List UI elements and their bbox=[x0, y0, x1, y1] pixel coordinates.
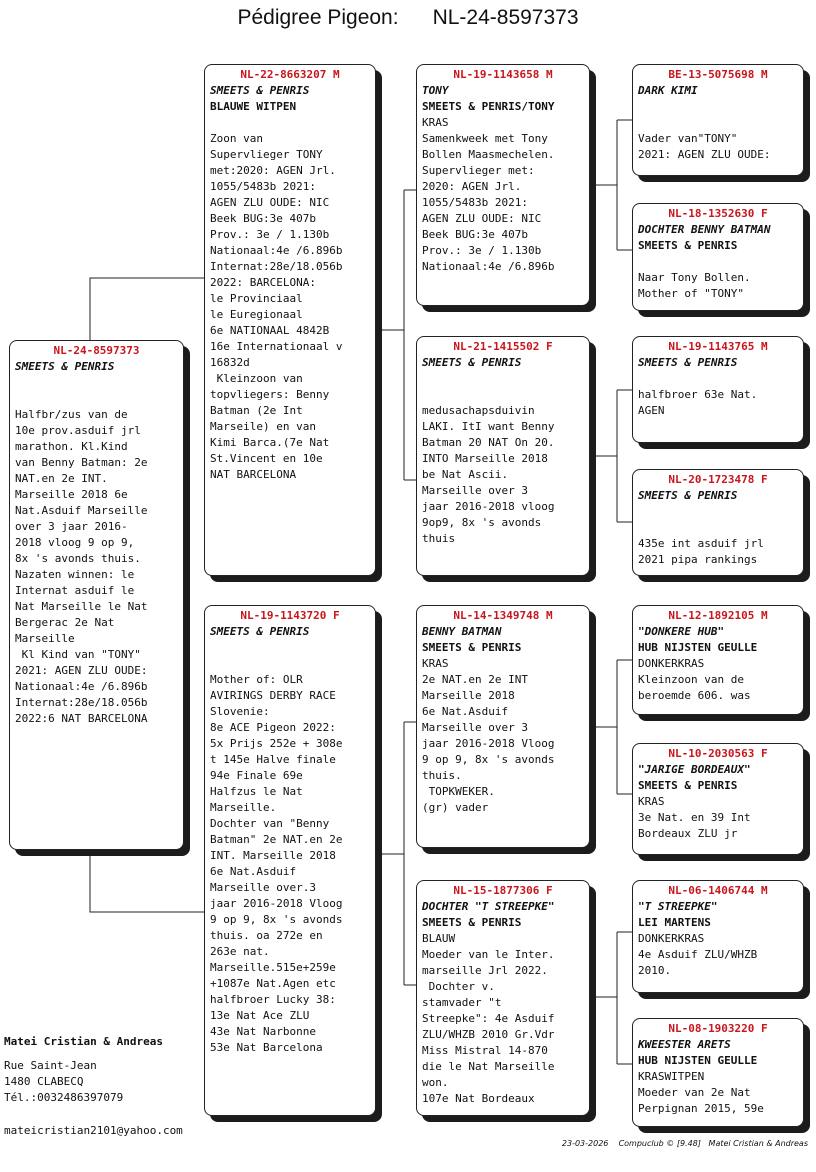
color-line: DONKERKRAS bbox=[638, 932, 705, 945]
ring-number: NL-10-2030563 F bbox=[668, 747, 768, 760]
pigeon-card-mfm bbox=[632, 743, 804, 855]
ring-number: NL-24-8597373 bbox=[53, 344, 140, 357]
pigeon-card-father bbox=[204, 64, 376, 576]
name-line: HUB NIJSTEN GEULLE bbox=[638, 1054, 758, 1067]
pigeon-card-fmm bbox=[632, 469, 804, 576]
name-line: SMEETS & PENRIS bbox=[422, 641, 522, 654]
pigeon-card-mf bbox=[416, 605, 590, 848]
ring-number: NL-19-1143765 M bbox=[668, 340, 768, 353]
pigeon-card-mm bbox=[416, 880, 590, 1116]
pigeon-card-fm bbox=[416, 336, 590, 576]
breeder-phone: Tél.:0032486397079 bbox=[4, 1091, 124, 1104]
ring-number: NL-12-1892105 M bbox=[668, 609, 768, 622]
name-line: SMEETS & PENRIS bbox=[638, 779, 738, 792]
owner-line: "JARIGE BORDEAUX" bbox=[638, 763, 751, 776]
owner-line: SMEETS & PENRIS bbox=[15, 360, 115, 373]
notes: Moeder van le Inter. marseille Jrl 2022. Dochter v. stamvader "t Streepke": 4e Asduif ZLU/WHZB 2010 Gr.Vdr Miss Mistral 14-870 die le Nat Marseille won. 107e Nat Bordeaux bbox=[422, 948, 555, 1105]
breeder-city: 1480 CLABECQ bbox=[4, 1075, 84, 1088]
notes: 2e NAT.en 2e INT Marseille 2018 6e Nat.Asduif Marseille over 3 jaar 2016-2018 Vloog 9 op 9, 8x 's avonds thuis. TOPKWEKER. (gr) vader bbox=[422, 673, 555, 814]
color-line: DONKERKRAS bbox=[638, 657, 705, 670]
pigeon-card-fff bbox=[632, 64, 804, 176]
name-line: HUB NIJSTEN GEULLE bbox=[638, 641, 758, 654]
notes: Moeder van 2e Nat Perpignan 2015, 59e bbox=[638, 1086, 764, 1115]
notes: medusachapsduivin LAKI. ItI want Benny Batman 20 NAT On 20. INTO Marseille 2018 be Nat Ascii. Marseille over 3 jaar 2016-2018 vloog 9op9, 8x 's avonds thuis bbox=[422, 404, 555, 545]
notes: 4e Asduif ZLU/WHZB 2010. bbox=[638, 948, 758, 977]
name-line: SMEETS & PENRIS bbox=[422, 916, 522, 929]
owner-line: DARK KIMI bbox=[638, 84, 698, 97]
notes: 435e int asduif jrl 2021 pipa rankings bbox=[638, 537, 764, 566]
name-line: SMEETS & PENRIS/TONY bbox=[422, 100, 555, 113]
owner-line: TONY bbox=[422, 84, 449, 97]
color-line: KRASWITPEN bbox=[638, 1070, 705, 1083]
color-line: KRAS bbox=[422, 657, 449, 670]
owner-line: SMEETS & PENRIS bbox=[638, 489, 738, 502]
owner-line: "T STREEPKE" bbox=[638, 900, 718, 913]
color-line: BLAUW bbox=[422, 932, 456, 945]
owner-line: SMEETS & PENRIS bbox=[638, 356, 738, 369]
notes: Mother of: OLR AVIRINGS DERBY RACE Slovenie: 8e ACE Pigeon 2022: 5x Prijs 252e + 308e t 145e Halve finale 94e Finale 69e Halfzus le Nat Marseille. Dochter van "Benny Batman" 2e NAT.en 2e INT. Marseille 2018 6e Nat.Asduif Marseille over.3 jaar 2016-2018 Vloog 9 op 9, 8x 's avonds thuis. oa 272e en 263e nat. Marseille.515e+259e +1087e Nat.Agen etc halfbroer Lucky 38: 13e Nat Ace ZLU 43e Nat Narbonne 53e Nat Barcelona bbox=[210, 673, 343, 1054]
notes: Vader van"TONY" 2021: AGEN ZLU OUDE: bbox=[638, 132, 771, 161]
breeder-email: mateicristian2101@yahoo.com bbox=[4, 1124, 183, 1137]
owner-line: DOCHTER BENNY BATMAN bbox=[638, 223, 771, 236]
ring-number: NL-08-1903220 F bbox=[668, 1022, 768, 1035]
notes: Zoon van Supervlieger TONY met:2020: AGEN Jrl. 1055/5483b 2021: AGEN ZLU OUDE: NIC Beek BUG:3e 407b Prov.: 3e / 1.130b Nationaal:4e /6.896b Internat:28e/18.056b 2022: BARCELONA: le Provinciaal le Euregionaal 6e NATIONAAL 4842B 16e Internationaal v 16832d Kleinzoon van topvliegers: Benny Batman (2e Int Marseile) en van Kimi Barca.(7e Nat St.Vincent en 10e NAT BARCELONA bbox=[210, 132, 343, 481]
owner-line: "DONKERE HUB" bbox=[638, 625, 725, 638]
owner-line: DOCHTER "T STREEPKE" bbox=[422, 900, 555, 913]
title-label: Pédigree Pigeon: bbox=[237, 6, 399, 29]
owner-line: SMEETS & PENRIS bbox=[210, 84, 310, 97]
ring-number: NL-18-1352630 F bbox=[668, 207, 768, 220]
color-line: KRAS bbox=[422, 116, 449, 129]
owner-line: BENNY BATMAN bbox=[422, 625, 502, 638]
footer-owner: Matei Cristian & Andreas bbox=[708, 1139, 808, 1148]
color-line: KRAS bbox=[638, 795, 665, 808]
owner-line: SMEETS & PENRIS bbox=[422, 356, 522, 369]
notes: 3e Nat. en 39 Int Bordeaux ZLU jr bbox=[638, 811, 751, 840]
pigeon-card-mmm bbox=[632, 1018, 804, 1127]
notes: halfbroer 63e Nat. AGEN bbox=[638, 388, 758, 417]
breeder-street: Rue Saint-Jean bbox=[4, 1059, 97, 1072]
ring-number: BE-13-5075698 M bbox=[668, 68, 768, 81]
pigeon-card-mmf bbox=[632, 880, 804, 993]
print-footer bbox=[562, 1139, 808, 1148]
notes: Samenkweek met Tony Bollen Maasmechelen. Supervlieger met: 2020: AGEN Jrl. 1055/5483b 2021: AGEN ZLU OUDE: NIC Beek BUG:3e 407b Prov.: 3e / 1.130b Nationaal:4e /6.896b bbox=[422, 132, 555, 273]
notes: Halfbr/zus van de 10e prov.asduif jrl marathon. Kl.Kind van Benny Batman: 2e NAT.en 2e INT. Marseille 2018 6e Nat.Asduif Marseille over 3 jaar 2016- 2018 vloog 9 op 9, 8x 's avonds thuis. Nazaten winnen: le Internat asduif le Nat Marseille le Nat Bergerac 2e Nat Marseille Kl Kind van "TONY" 2021: AGEN ZLU OUDE: Nationaal:4e /6.896b Internat:28e/18.056b 2022:6 NAT BARCELONA bbox=[15, 408, 148, 725]
ring-number: NL-14-1349748 M bbox=[453, 609, 553, 622]
pigeon-card-fmf bbox=[632, 336, 804, 443]
pigeon-card-mother bbox=[204, 605, 376, 1116]
name-line: LEI MARTENS bbox=[638, 916, 711, 929]
breeder-info bbox=[4, 1034, 163, 1106]
pigeon-card-subject bbox=[9, 340, 184, 850]
ring-number: NL-06-1406744 M bbox=[668, 884, 768, 897]
name-line: SMEETS & PENRIS bbox=[638, 239, 738, 252]
ring-number: NL-19-1143658 M bbox=[453, 68, 553, 81]
owner-line: KWEESTER ARETS bbox=[638, 1038, 731, 1051]
notes: Kleinzoon van de beroemde 606. was bbox=[638, 673, 751, 702]
ring-number: NL-21-1415502 F bbox=[453, 340, 553, 353]
title-ring: NL-24-8597373 bbox=[432, 6, 579, 29]
pigeon-card-ffm bbox=[632, 203, 804, 311]
ring-number: NL-20-1723478 F bbox=[668, 473, 768, 486]
footer-software: Compuclub © [9.48] bbox=[618, 1139, 701, 1148]
notes: Naar Tony Bollen. Mother of "TONY" bbox=[638, 271, 751, 300]
pigeon-card-ff bbox=[416, 64, 590, 306]
footer-date: 23-03-2026 bbox=[561, 1139, 609, 1148]
owner-line: SMEETS & PENRIS bbox=[210, 625, 310, 638]
color-line: BLAUWE WITPEN bbox=[210, 100, 297, 113]
breeder-name: Matei Cristian & Andreas bbox=[4, 1035, 163, 1048]
pigeon-card-mff bbox=[632, 605, 804, 715]
ring-number: NL-19-1143720 F bbox=[240, 609, 340, 622]
ring-number: NL-15-1877306 F bbox=[453, 884, 553, 897]
ring-number: NL-22-8663207 M bbox=[240, 68, 340, 81]
